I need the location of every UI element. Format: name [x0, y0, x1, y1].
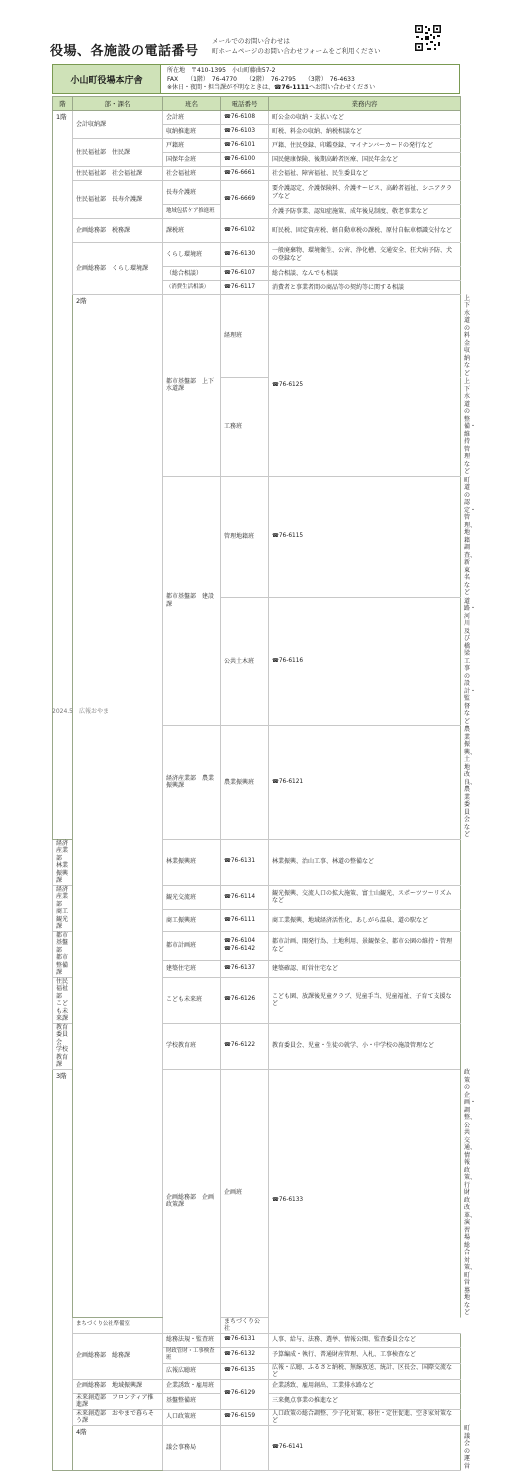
phone-icon: ☎ — [272, 381, 279, 388]
phone-icon: ☎ — [274, 84, 282, 91]
phone-icon: ☎ — [224, 858, 231, 865]
section-cell: 人口政策班 — [163, 1409, 221, 1425]
duties-cell: 町税、料金の収納、納税相談など — [269, 125, 461, 139]
office-night-note — [167, 84, 453, 93]
floor-cell: 3階 — [53, 1069, 73, 1471]
table-row — [53, 1409, 461, 1425]
phone-text: 76-6121 — [278, 778, 304, 785]
night-note-prefix: ※休日・夜間・担当課が不明なときは、 — [167, 84, 275, 91]
phone-cell[interactable] — [221, 1347, 269, 1363]
phone-cell[interactable] — [221, 281, 269, 295]
phone-cell[interactable] — [221, 1409, 269, 1425]
table-row: 工務班 上下水道の整備・維持管理など — [53, 378, 461, 477]
department-cell: 経済産業部 商工観光課 — [53, 885, 73, 931]
phone-text: 76-6116 — [278, 657, 304, 664]
phone-icon: ☎ — [224, 283, 231, 290]
phone-text: 76-6141 — [278, 1444, 304, 1450]
phone-cell[interactable] — [221, 1363, 269, 1379]
column-header: 階 — [53, 97, 73, 111]
phone-text: 76-6114 — [230, 893, 256, 900]
section-cell: （消費生活相談） — [163, 281, 221, 295]
phone-number[interactable] — [224, 284, 265, 292]
department-cell: 都市基盤部 都市整備課 — [53, 931, 73, 977]
phone-cell[interactable] — [221, 1023, 269, 1069]
section-cell: まちづくり公社準備室 — [73, 1317, 163, 1333]
section-cell: 企画班 — [221, 1069, 269, 1317]
phone-number[interactable] — [224, 251, 265, 259]
duties-cell: 商工業振興、地域経済活性化、あしがら温泉、道の駅など — [269, 910, 461, 931]
section-cell — [221, 1425, 269, 1471]
phone-text: 76-6132 — [230, 1351, 256, 1358]
duties-cell: 広報・広聴、ふるさと納税、無線放送、統計、区長会、国際交流など — [269, 1363, 461, 1379]
phone-cell[interactable] — [269, 1069, 461, 1333]
department-cell: 議会事務局 — [163, 1425, 221, 1471]
department-cell: 未来創造部 フロンティア推進課 — [73, 1393, 163, 1409]
phone-number[interactable] — [224, 996, 265, 1004]
duties-cell: 消費者と事業者間の商品等の契約等に関する相談 — [269, 281, 461, 295]
duties-cell: 総合相談、なんでも相談 — [269, 267, 461, 281]
phone-cell[interactable] — [269, 597, 461, 726]
phone-icon: ☎ — [224, 1336, 231, 1343]
phone-icon: ☎ — [224, 113, 231, 120]
phone-cell[interactable] — [221, 243, 269, 267]
phone-cell[interactable] — [221, 219, 269, 243]
section-cell: 公共土木班 — [221, 597, 269, 726]
phone-text: 76-6159 — [230, 1413, 256, 1420]
floor-cell: 4階 — [73, 1425, 163, 1471]
phone-text: 76-6126 — [230, 996, 256, 1003]
phone-number[interactable] — [224, 1336, 265, 1344]
table-row — [53, 181, 461, 205]
table-row: 都市基盤部 建設課 管理地籍班 ☎76-6115 町道の認定・管理、地籍調査、新東名など — [53, 476, 461, 597]
phone-number[interactable] — [224, 946, 265, 954]
section-cell: 農業振興班 — [221, 726, 269, 840]
section-cell: 観光交流班 — [163, 885, 221, 910]
duties-cell: 町公金の収納・支払いなど — [269, 111, 461, 125]
section-cell: 長寿介護班 — [163, 181, 221, 205]
phone-text: 76-6103 — [230, 127, 256, 134]
section-cell: 林業振興班 — [163, 839, 221, 885]
duties-cell: 教育委員会、児童・生徒の就学、小・中学校の施設管理など — [269, 1023, 461, 1069]
department-cell: 企画総務部 総務課 — [73, 1333, 163, 1379]
duties-cell: 町民税、固定資産税、軽自動車税の課税、原付自転車標識交付など — [269, 219, 461, 243]
table-row — [53, 243, 461, 267]
phone-text: 76-6135 — [230, 1367, 256, 1374]
section-cell: 基盤整備班 — [163, 1393, 221, 1409]
column-header: 部・課名 — [73, 97, 163, 111]
duties-cell: 観光振興、交流人口の拡大施策、富士山観光、スポーツツーリズムなど — [269, 885, 461, 910]
department-cell: 都市基盤部 建設課 — [163, 476, 221, 726]
table-row — [53, 1333, 461, 1347]
table-row: 公共土木班 ☎76-6116 道路・河川及び橋梁工事の設計・監督など — [53, 597, 461, 726]
section-cell: 会計班 — [163, 111, 221, 125]
phone-text: 76-6137 — [230, 964, 256, 971]
phone-text: 76-6142 — [230, 945, 256, 952]
duties-cell: 林業振興、治山工事、林道の整備など — [269, 839, 461, 885]
phone-directory-table — [52, 96, 477, 1471]
phone-number[interactable] — [272, 382, 457, 390]
department-cell: 住民福祉部 長寿介護課 — [73, 181, 163, 219]
department-cell: 企画総務部 税務課 — [73, 219, 163, 243]
phone-icon: ☎ — [272, 532, 279, 539]
duties-cell: 社会福祉、障害福祉、民生委員など — [269, 167, 461, 181]
phone-cell[interactable] — [221, 111, 269, 125]
duties-cell: 建築確認、町営住宅など — [269, 960, 461, 977]
duties-cell: 都市計画、開発行為、土地利用、景観保全、都市公園の維持・管理など — [269, 931, 461, 960]
phone-cell[interactable] — [269, 476, 461, 597]
phone-number[interactable] — [272, 779, 457, 787]
duties-cell: 企業誘致、雇用創出、工業排水路など — [269, 1379, 461, 1393]
phone-cell[interactable] — [221, 1333, 269, 1347]
phone-text: 76-6133 — [278, 1197, 304, 1204]
section-cell: 企業誘致・雇用班 — [163, 1379, 221, 1393]
phone-number[interactable] — [224, 1367, 265, 1375]
phone-number[interactable] — [224, 917, 265, 925]
duties-cell: 一般廃棄物、環境衛生、公害、浄化槽、交通安全、狂犬病予防、犬の登録など — [269, 243, 461, 267]
phone-number[interactable] — [272, 533, 457, 541]
duties-cell: 要介護認定、介護保険料、介護サービス、高齢者福祉、シニアクラブなど — [269, 181, 461, 205]
section-cell: くらし環境班 — [163, 243, 221, 267]
phone-number[interactable] — [224, 227, 265, 235]
phone-text: 76-6100 — [230, 155, 256, 162]
phone-number[interactable] — [224, 1390, 265, 1398]
phone-cell[interactable] — [221, 181, 269, 219]
phone-icon: ☎ — [272, 1197, 279, 1204]
phone-text: 76-6669 — [230, 195, 256, 202]
section-cell: 工務班 — [221, 378, 269, 477]
phone-cell[interactable] — [221, 1379, 269, 1409]
office-address: 所在地 〒410-1395 小山町藤曲57-2 — [167, 67, 276, 74]
section-cell: 学校教育班 — [163, 1023, 221, 1069]
duties-cell: 人口政策の総合調整、少子化対策、移住・定住促進、空き家対策など — [269, 1409, 461, 1425]
phone-cell[interactable] — [221, 125, 269, 139]
night-note-suffix: へお問い合わせください — [309, 84, 376, 91]
department-cell: 住民福祉部 こども未来課 — [53, 977, 73, 1023]
night-note-number: 76-1111 — [281, 84, 310, 91]
phone-number[interactable] — [224, 894, 265, 902]
section-cell: 都市計画班 — [163, 931, 221, 960]
phone-icon: ☎ — [224, 938, 231, 945]
section-cell: 広報広聴班 — [163, 1363, 221, 1379]
phone-number[interactable] — [224, 170, 265, 178]
phone-icon: ☎ — [224, 169, 231, 176]
phone-icon: ☎ — [224, 964, 231, 971]
phone-icon: ☎ — [272, 778, 279, 785]
phone-cell[interactable] — [269, 1425, 461, 1471]
phone-icon: ☎ — [224, 1413, 231, 1420]
phone-text: 76-6111 — [230, 916, 256, 923]
section-cell: こども未来班 — [163, 977, 221, 1023]
phone-icon: ☎ — [272, 1444, 279, 1450]
phone-icon: ☎ — [224, 269, 231, 276]
department-cell: 未来創造部 おやまで暮らそう課 — [73, 1409, 163, 1425]
phone-icon: ☎ — [224, 996, 231, 1003]
phone-icon: ☎ — [224, 1367, 231, 1374]
phone-text: 76-6122 — [230, 1042, 256, 1049]
phone-number[interactable] — [224, 938, 265, 946]
column-header: 電話番号 — [221, 97, 269, 111]
section-cell: 社会福祉班 — [163, 167, 221, 181]
duties-cell: 戸籍、住民登録、印鑑登録、マイナンバーカードの発行など — [269, 139, 461, 153]
footer-text: 2024.5 広報おやま — [52, 708, 109, 715]
phone-number[interactable] — [224, 142, 265, 150]
phone-number[interactable] — [224, 1351, 265, 1359]
phone-cell[interactable] — [221, 267, 269, 281]
phone-text: 76-6131 — [230, 858, 256, 865]
phone-number[interactable] — [224, 1413, 265, 1421]
department-cell: 経済産業部 農業振興課 — [163, 726, 221, 840]
phone-icon: ☎ — [224, 195, 231, 202]
contact-notice — [212, 36, 381, 56]
phone-text: 76-6107 — [230, 269, 256, 276]
duties-cell: 介護予防事業、認知症施策、成年後見制度、敬老事業など — [269, 205, 461, 219]
phone-icon: ☎ — [272, 657, 279, 664]
phone-icon: ☎ — [224, 893, 231, 900]
phone-number[interactable] — [272, 1197, 457, 1205]
phone-number[interactable] — [224, 965, 265, 973]
phone-icon: ☎ — [224, 916, 231, 923]
phone-number[interactable] — [224, 196, 265, 204]
phone-icon: ☎ — [224, 1042, 231, 1049]
table-row: 2階 都市基盤部 上下水道課 経理班 ☎76-6125 上下水道の料金収納など — [53, 295, 461, 378]
phone-text: 76-6102 — [230, 226, 256, 233]
phone-cell[interactable] — [221, 931, 269, 960]
phone-icon: ☎ — [224, 1351, 231, 1358]
phone-icon: ☎ — [224, 945, 231, 952]
duties-cell: まちづくり公社 — [221, 1317, 269, 1333]
phone-cell[interactable] — [221, 977, 269, 1023]
phone-cell[interactable] — [269, 295, 461, 477]
phone-number[interactable] — [272, 1444, 457, 1452]
phone-cell[interactable] — [221, 839, 269, 885]
phone-number[interactable] — [224, 156, 265, 164]
phone-text: 76-6129 — [230, 1390, 256, 1397]
phone-text: 76-6117 — [230, 283, 256, 290]
section-cell: 管理地籍班 — [221, 476, 269, 597]
section-cell: 国保年金班 — [163, 153, 221, 167]
phone-cell[interactable] — [221, 167, 269, 181]
column-header: 業務内容 — [269, 97, 461, 111]
phone-text: 76-6108 — [230, 113, 256, 120]
section-cell: 戸籍班 — [163, 139, 221, 153]
office-info-box — [52, 64, 460, 94]
phone-text: 76-6661 — [230, 169, 256, 176]
phone-cell[interactable] — [221, 960, 269, 977]
phone-icon: ☎ — [224, 141, 231, 148]
phone-number[interactable] — [224, 1042, 265, 1050]
table-row — [53, 1379, 461, 1393]
section-cell: 収納推進班 — [163, 125, 221, 139]
department-cell: 企画総務部 くらし環境課 — [73, 243, 163, 295]
department-cell: 経済産業部 林業振興課 — [53, 839, 73, 885]
department-cell: 住民福祉部 社会福祉課 — [73, 167, 163, 181]
notice-line-2: 町ホームページのお問い合わせフォームをご利用ください — [212, 47, 381, 55]
phone-cell[interactable] — [221, 153, 269, 167]
floor-cell: 2階 — [73, 295, 163, 1318]
phone-icon: ☎ — [224, 127, 231, 134]
duties-cell: 国民健康保険、後期高齢者医療、国民年金など — [269, 153, 461, 167]
department-cell: 会計収納課 — [73, 111, 163, 139]
section-cell: （総合相談） — [163, 267, 221, 281]
duties-cell: 三来拠点事業の推進など — [269, 1393, 461, 1409]
phone-number[interactable] — [224, 858, 265, 866]
phone-cell[interactable] — [221, 139, 269, 153]
qr-code-icon[interactable] — [414, 24, 442, 52]
phone-cell[interactable] — [221, 910, 269, 931]
phone-number[interactable] — [272, 658, 457, 666]
duties-cell: 人事、給与、法務、選挙、情報公開、監査委員会など — [269, 1333, 461, 1347]
phone-icon: ☎ — [224, 155, 231, 162]
table-row — [53, 139, 461, 153]
department-cell: 教育委員会 学校教育課 — [53, 1023, 73, 1069]
page-title: 役場、各施設の電話番号 — [50, 44, 199, 59]
phone-icon: ☎ — [224, 250, 231, 257]
phone-cell[interactable] — [269, 726, 461, 840]
phone-text: 76-6101 — [230, 141, 256, 148]
section-cell: 総務法規・監査班 — [163, 1333, 221, 1347]
phone-text: 76-6115 — [278, 532, 304, 539]
night-note-phone[interactable] — [274, 84, 309, 91]
table-header-row — [53, 97, 461, 111]
department-cell: 企画総務部 企画政策課 — [163, 1069, 221, 1333]
duties-cell: こども園、放課後児童クラブ、児童手当、児童福祉、子育て支援など — [269, 977, 461, 1023]
department-cell: 住民福祉部 住民課 — [73, 139, 163, 167]
phone-text: 76-6125 — [278, 381, 304, 388]
phone-text: 76-6131 — [230, 1336, 256, 1343]
table-row: 経済産業部 農業振興課 農業振興班 ☎76-6121 農業振興、土地改良、農業委員会など — [53, 726, 461, 840]
table-row: 4階 議会事務局 ☎76-6141 町議会の運営 — [53, 1425, 461, 1471]
phone-number[interactable] — [224, 270, 265, 278]
phone-cell[interactable] — [221, 885, 269, 910]
office-details — [161, 65, 459, 93]
office-fax: FAX （1階） 76-4770 （2階） 76-2795 （3階） 76-4633 — [167, 75, 355, 83]
section-cell: 経理班 — [221, 295, 269, 378]
table-body — [53, 111, 477, 1471]
duties-cell: 予算編成・執行、普通財産管理、入札、工事検査など — [269, 1347, 461, 1363]
phone-icon: ☎ — [224, 226, 231, 233]
section-cell: 課税班 — [163, 219, 221, 243]
phone-text: 76-6104 — [230, 938, 256, 945]
phone-number[interactable] — [224, 128, 265, 136]
section-cell: 商工振興班 — [163, 910, 221, 931]
phone-text: 76-6130 — [230, 250, 256, 257]
table-row: 3階 企画総務部 企画政策課 企画班 ☎76-6133 政策の企画・調整、公共交通、情報政策、行財政改革、演習場総合対策、町営墓地など — [53, 1069, 461, 1317]
table-row — [53, 167, 461, 181]
section-cell: 財政管財・工事検査班 — [163, 1347, 221, 1363]
office-name: 小山町役場本庁舎 — [53, 65, 161, 93]
phone-icon: ☎ — [224, 1390, 231, 1397]
table-row — [53, 111, 461, 125]
department-cell: 企画総務部 地域振興課 — [73, 1379, 163, 1393]
floor-cell: 1階 — [53, 111, 73, 840]
column-header: 班名 — [163, 97, 221, 111]
table-row — [53, 219, 461, 243]
phone-number[interactable] — [224, 114, 265, 122]
section-cell: 地域包括ケア推進班 — [163, 205, 221, 219]
notice-line-1: メールでのお問い合わせは — [212, 37, 290, 45]
section-cell: 建築住宅班 — [163, 960, 221, 977]
department-cell: 都市基盤部 上下水道課 — [163, 295, 221, 477]
